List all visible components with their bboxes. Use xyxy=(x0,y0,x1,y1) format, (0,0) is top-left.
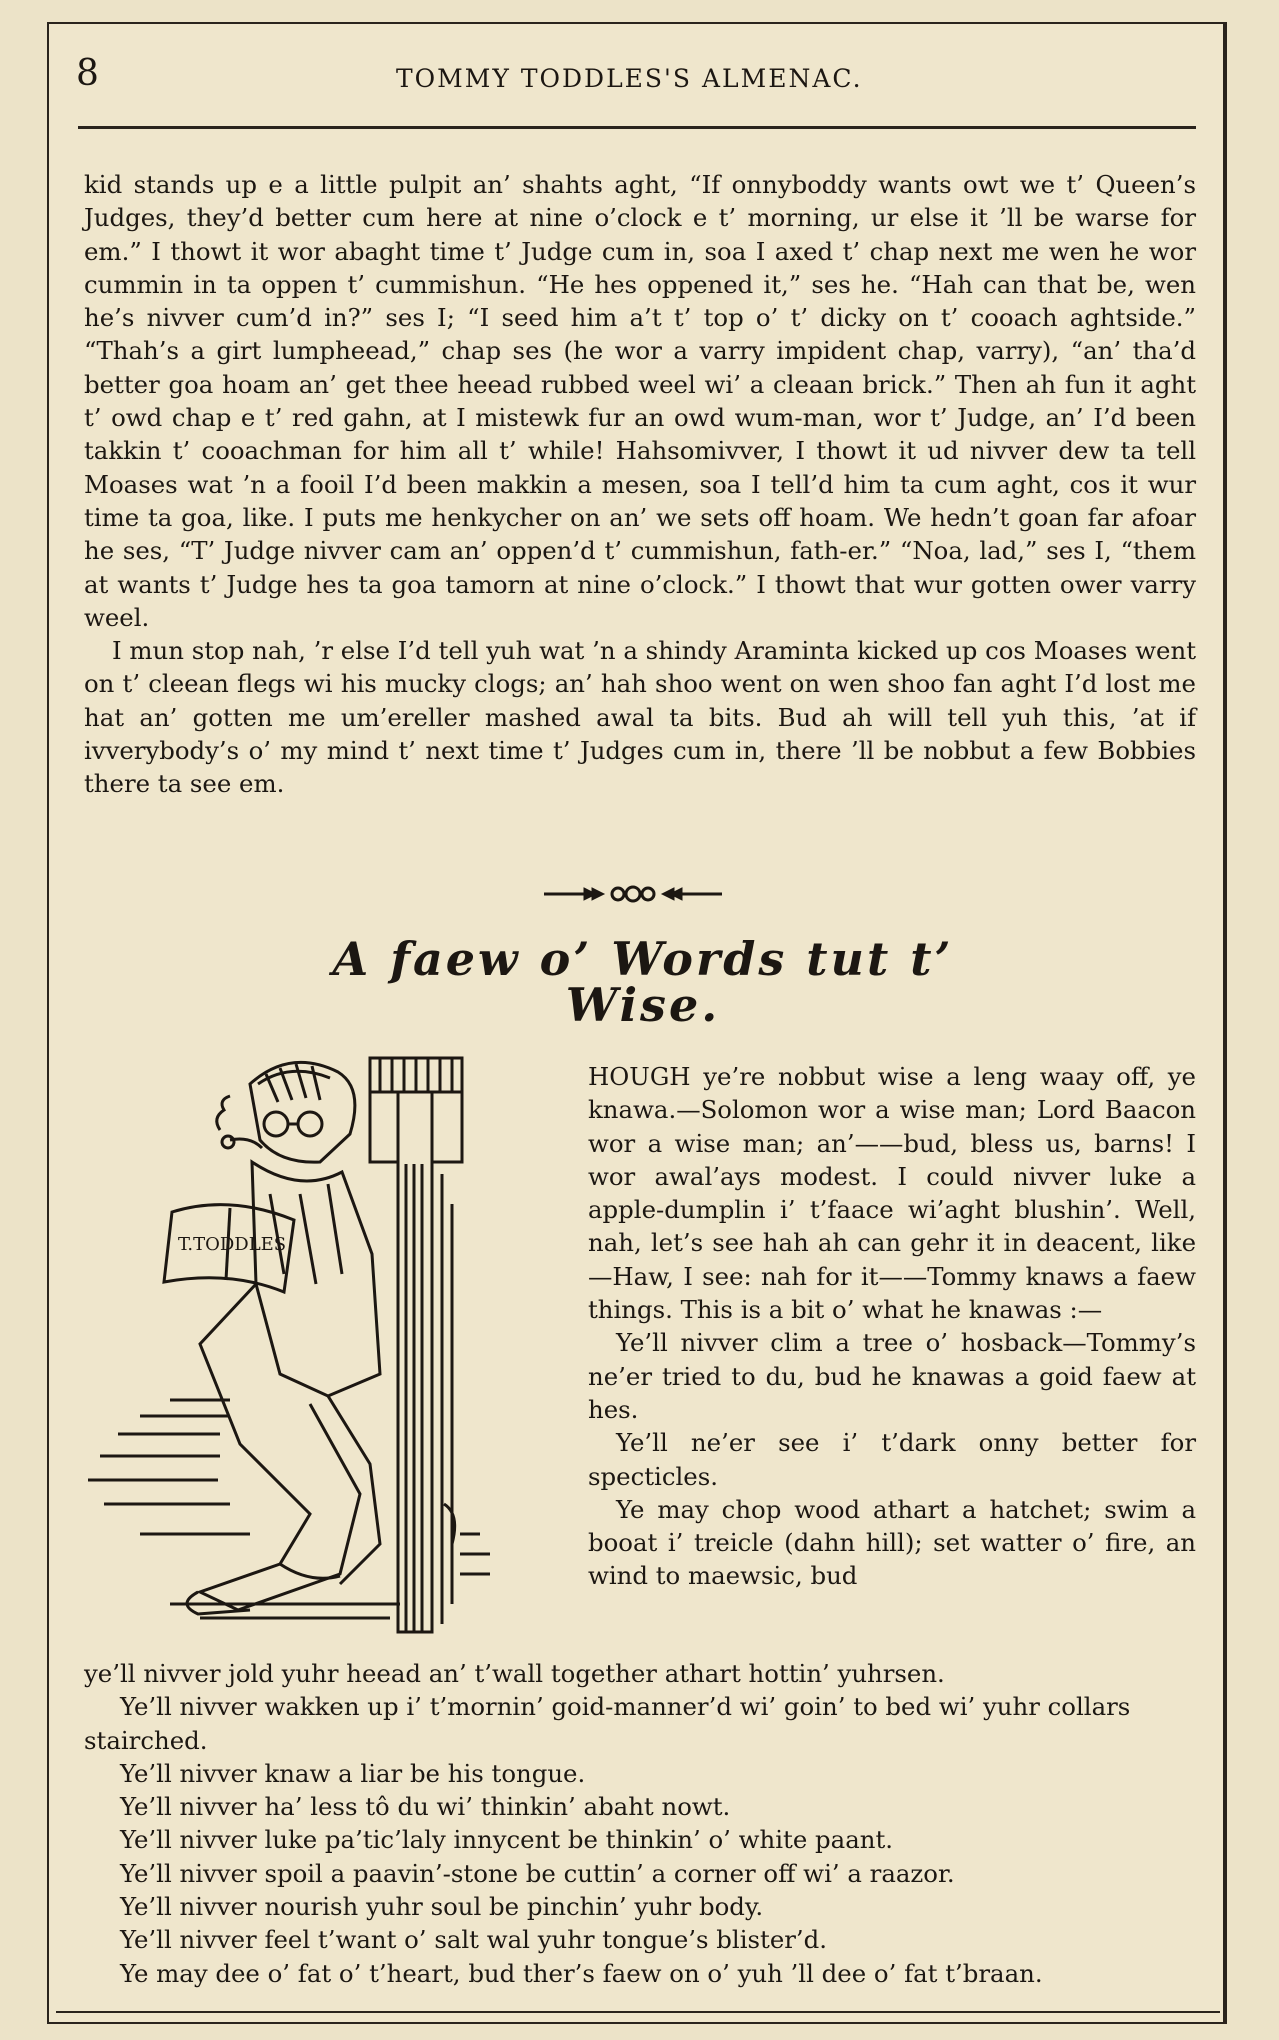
saying-list-item: Ye’ll nivver nourish yuhr soul be pinchin’ yuhr body. xyxy=(120,1892,764,1922)
ornament-divider xyxy=(540,880,726,908)
saying-list-item: Ye may dee o’ fat o’ t’heart, bud ther’s faew on o’ yuh ’ll dee o’ fat t’braan. xyxy=(120,1958,1043,1988)
saying-list-item: Ye’ll nivver spoil a paavin’-stone be cuttin’ a corner off wi’ a raazor. xyxy=(120,1858,955,1888)
page-number: 8 xyxy=(76,53,99,94)
book-label: T.TODDLES xyxy=(178,1234,287,1255)
section-intro: HOUGH ye’re nobbut wise a leng waay off, ye knawa.—Solomon wor a wise man; Lord Baacon wor a wise man; an’——bud, bless us, barns! I wor awal’ays modest. I could nivver luke a apple-dumplin i’ t’faace wi’aght blushin’. Well, nah, let’s see hah ah can gehr it in deacent, like—Haw, I see: nah for it——Tommy knaws a faew things. This is a bit o’ what he knawas :— xyxy=(588,1062,1196,1325)
saying-list-item: Ye’ll nivver luke pa’tic’laly innycent be thinkin’ o’ white paant. xyxy=(120,1825,894,1855)
sayings-list xyxy=(84,1657,1196,1990)
saying-list-item: Ye’ll nivver knaw a liar be his tongue. xyxy=(120,1758,586,1788)
section-intro-column xyxy=(588,1060,1196,1593)
saying: Ye’ll nivver clim a tree o’ hosback—Tommy’s ne’er tried to du, bud he knawas a goid faew at hes. xyxy=(588,1328,1196,1424)
paragraph: kid stands up e a little pulpit an’ shahts aght, “If onnyboddy wants owt we t’ Queen’s Judges, they’d better cum here at nine o’clock e t’ morning, ur else it ’ll be warse for em.” I thowt it wor abaght time t’ Judge cum in, soa I axed t’ chap next me wen he wor cummin in ta oppen t’ cummishun. “He hes oppened it,” ses he. “Hah can that be, wen he’s nivver cum’d in?” ses I; “I seed him a’t t’ top o’ t’ dicky on t’ cooach aghtside.” “Thah’s a girt lumpheead,” chap ses (he wor a varry impident chap, varry), “an’ tha’d better goa hoam an’ get thee heead rubbed weel wi’ a cleaan brick.” Then ah fun it aght t’ owd chap e t’ red gahn, at I mistewk fur an owd wum-man, wor t’ Judge, an’ I’d been takkin t’ cooachman for him all t’ while! Hahsomivver, I thowt it ud nivver dew ta tell Moases wat ’n a fooil I’d been makkin a mesen, soa I tell’d him ta cum aght, cos it wur time ta goa, like. I puts me henkycher on an’ we sets off hoam. We hedn’t goan far afoar he ses, “T’ Judge nivver cam an’ oppen’d t’ cummishun, fath-er.” “Noa, lad,” ses I, “them at wants t’ Judge hes ta goa tamorn at nine o’clock.” I thowt that wur gotten ower varry weel. xyxy=(84,170,1196,632)
saying-list-item: Ye’ll nivver wakken up i’ t’mornin’ goid-manner’d wi’ goin’ to bed wi’ yuhr collars stairched. xyxy=(84,1692,1131,1755)
drop-cap-illustration xyxy=(80,1044,576,1644)
bottom-rule xyxy=(56,2011,1220,2013)
paragraph: I mun stop nah, ’r else I’d tell yuh wat ’n a shindy Araminta kicked up cos Moases went on t’ cleean flegs wi his mucky clogs; an’ hah shoo went on wen shoo fan aght I’d lost me hat an’ gotten me um’ereller mashed awal ta bits. Bud ah will tell yuh this, ’at if ivverybody’s o’ my mind t’ next time t’ Judges cum in, there ’ll be nobbut a few Bobbies there ta see em. xyxy=(84,636,1196,799)
running-head: TOMMY TODDLES'S ALMENAC. xyxy=(396,64,863,93)
saying-list-item: Ye’ll nivver ha’ less tô du wi’ thinkin’ abaht nowt. xyxy=(120,1792,731,1822)
body-text xyxy=(84,168,1196,801)
saying: Ye’ll ne’er see i’ t’dark onny better for specticles. xyxy=(588,1428,1196,1491)
saying-list-item: Ye’ll nivver feel t’want o’ salt wal yuhr tongue’s blister’d. xyxy=(120,1925,828,1955)
header-rule xyxy=(78,126,1196,129)
section-title: A faew o’ Words tut t’ Wise. xyxy=(332,932,954,1032)
saying-continuation: ye’ll nivver jold yuhr heead an’ t’wall together athart hottin’ yuhrsen. xyxy=(84,1659,945,1688)
saying: Ye may chop wood athart a hatchet; swim a booat i’ treicle (dahn hill); set watter o’ fire, an wind to maewsic, bud xyxy=(588,1494,1196,1591)
